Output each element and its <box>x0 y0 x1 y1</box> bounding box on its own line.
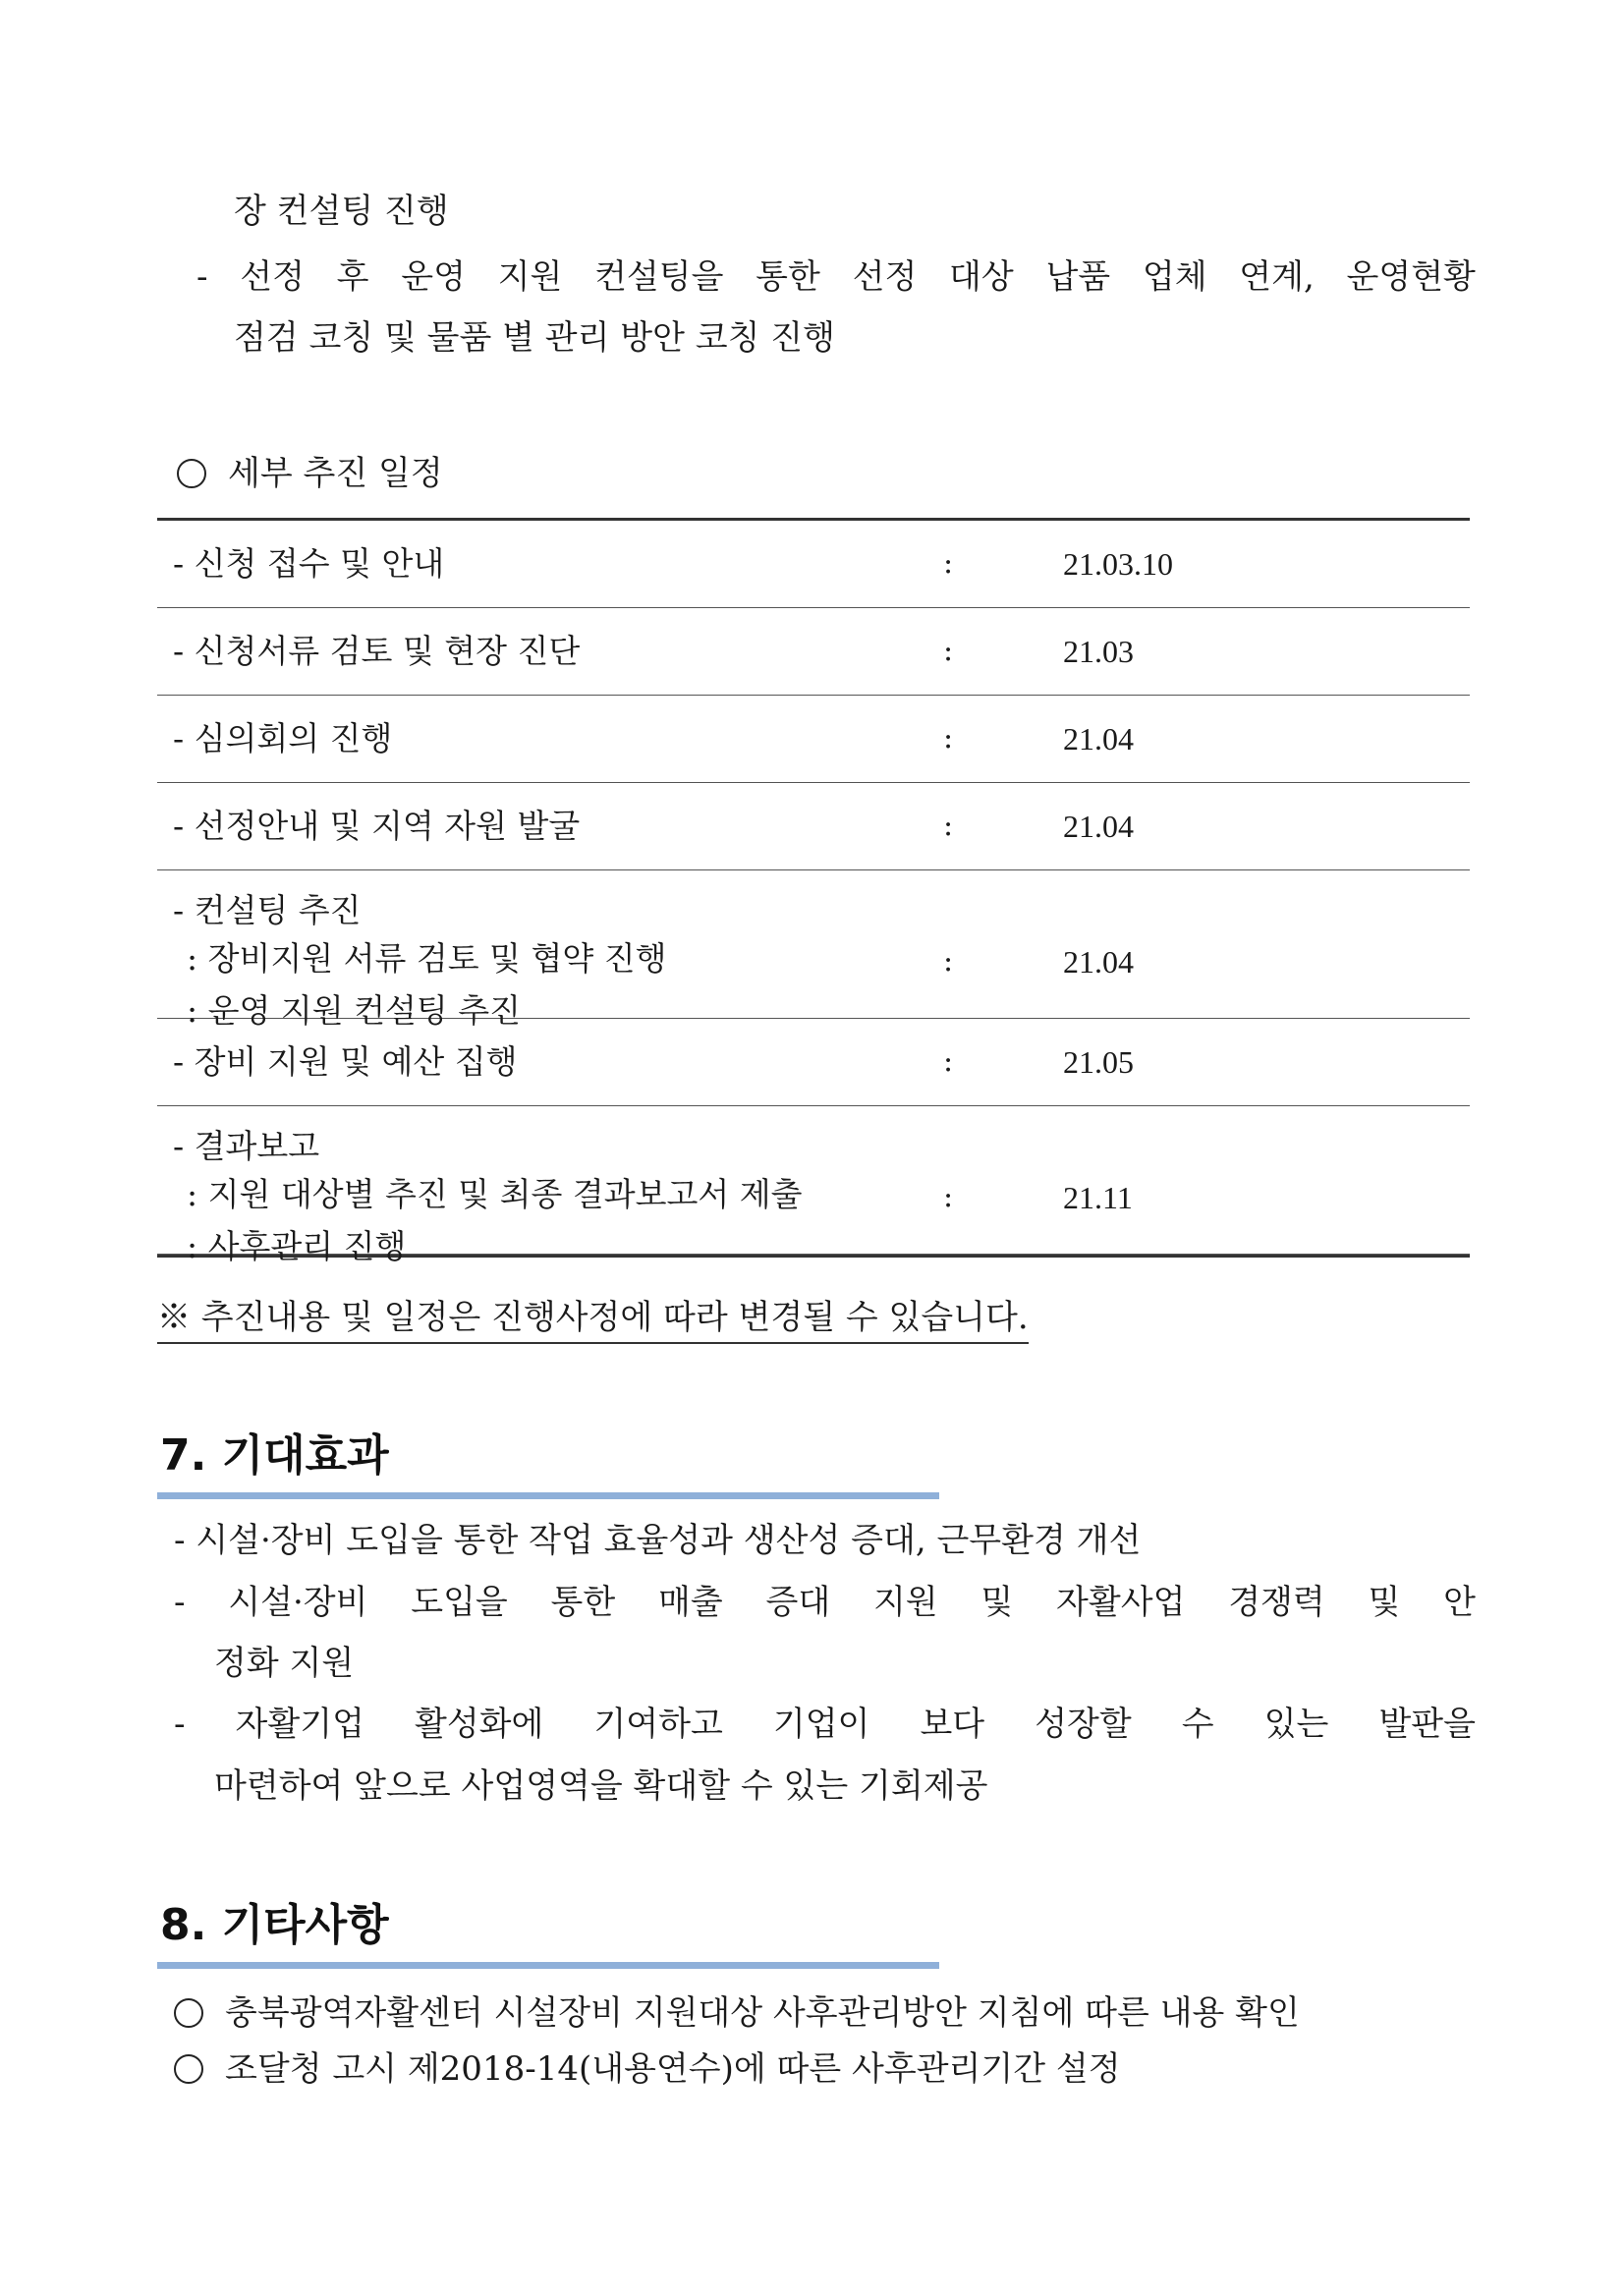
row-colon: : <box>943 546 954 581</box>
table-row <box>157 1019 1470 1106</box>
section-8-item-text: 충북광역자활센터 시설장비 지원대상 사후관리방안 지침에 따른 내용 확인 <box>225 1993 1300 2033</box>
row-date: 21.03 <box>1063 634 1134 669</box>
section-7-word: 자활기업 <box>235 1705 364 1744</box>
intro-word: - <box>196 257 208 297</box>
section-7-word: - <box>174 1583 186 1622</box>
row-label: - 신청서류 검토 및 현장 진단 <box>173 632 581 670</box>
row-date: 21.04 <box>1063 944 1134 980</box>
row-sublabel: : 장비지원 서류 검토 및 협약 진행 <box>187 939 667 978</box>
row-label: - 컨설팅 추진 <box>173 891 362 929</box>
row-colon: : <box>943 1180 954 1214</box>
intro-word: 선정 <box>852 257 918 297</box>
schedule-title-text: 세부 추진 일정 <box>228 454 443 493</box>
intro-word: 대상 <box>949 257 1014 297</box>
row-colon: : <box>943 634 954 668</box>
row-sublabel: : 운영 지원 컨설팅 추진 <box>187 991 521 1030</box>
section-7-bullet-2-line-1 <box>174 1581 1476 1624</box>
circle-bullet-icon <box>174 1998 203 2028</box>
section-7-word: 경쟁력 <box>1228 1583 1325 1622</box>
intro-word: 통한 <box>756 257 820 297</box>
section-8-item-text: 조달청 고시 제2018-14(내용연수)에 따른 사후관리기간 설정 <box>225 2049 1121 2089</box>
section-7-word: 및 <box>980 1583 1014 1622</box>
intro-word: 후 <box>336 257 369 297</box>
row-label: - 선정안내 및 지역 자원 발굴 <box>173 807 581 845</box>
row-label: - 장비 지원 및 예산 집행 <box>173 1042 518 1081</box>
section-7-word: 통한 <box>550 1583 616 1622</box>
row-label: - 심의회의 진행 <box>173 719 393 757</box>
section-8-item <box>174 1991 1300 2035</box>
section-7-bullet-3-line-1 <box>174 1703 1476 1746</box>
section-7-bullet-3-line-2: 마련하여 앞으로 사업영역을 확대할 수 있는 기회제공 <box>214 1766 988 1806</box>
section-7-word: 매출 <box>658 1583 723 1622</box>
row-label: - 결과보고 <box>173 1127 320 1165</box>
section-7-word: 보다 <box>920 1705 985 1744</box>
row-sublabel: : 사후관리 진행 <box>187 1227 407 1265</box>
table-row <box>157 608 1470 696</box>
section-7-heading: 7. 기대효과 <box>160 1430 389 1481</box>
intro-word: 운영현황 <box>1346 257 1476 297</box>
intro-word: 선정 <box>240 257 305 297</box>
table-row <box>157 696 1470 783</box>
section-7-word: 발판을 <box>1378 1705 1476 1744</box>
intro-word: 납품 <box>1045 257 1111 297</box>
intro-word: 업체 <box>1142 257 1207 297</box>
row-colon: : <box>943 809 954 843</box>
section-7-bullet-1: - 시설·장비 도입을 통한 작업 효율성과 생산성 증대, 근무환경 개선 <box>174 1521 1142 1560</box>
section-7-word: 있는 <box>1263 1705 1329 1744</box>
section-7-word: 지원 <box>872 1583 938 1622</box>
circle-bullet-icon <box>174 2054 203 2084</box>
intro-word: 지원 <box>497 257 563 297</box>
intro-word: 컨설팅을 <box>594 257 724 297</box>
section-7-word: 기업이 <box>772 1705 870 1744</box>
row-colon: : <box>943 1044 954 1079</box>
section-7-word: 도입을 <box>411 1583 508 1622</box>
schedule-table <box>157 518 1470 1265</box>
table-row <box>157 870 1470 1030</box>
row-label: - 신청 접수 및 안내 <box>173 544 445 583</box>
section-7-word: 기여하고 <box>593 1705 723 1744</box>
circle-bullet-icon <box>177 459 206 488</box>
section-7-word: 수 <box>1181 1705 1214 1744</box>
row-sublabel: : 지원 대상별 추진 및 최종 결과보고서 제출 <box>187 1175 803 1213</box>
row-date: 21.05 <box>1063 1044 1134 1080</box>
section-7-word: - <box>174 1705 186 1744</box>
section-7-word: 증대 <box>765 1583 831 1622</box>
table-row <box>157 521 1470 608</box>
row-colon: : <box>943 721 954 756</box>
schedule-title <box>177 452 443 495</box>
row-date: 21.04 <box>1063 721 1134 756</box>
section-7-word: 자활사업 <box>1056 1583 1186 1622</box>
intro-word: 운영 <box>401 257 466 297</box>
intro-line-1: 장 컨설팅 진행 <box>234 192 449 231</box>
section-7-word: 성장할 <box>1035 1705 1132 1744</box>
table-row <box>157 1106 1470 1265</box>
row-date: 21.03.10 <box>1063 546 1173 582</box>
row-date: 21.04 <box>1063 809 1134 844</box>
intro-bullet-2-line-2: 점검 코칭 및 물품 별 관리 방안 코칭 진행 <box>234 318 835 358</box>
intro-bullet-2-line-1 <box>196 255 1476 299</box>
section-7-heading-rule <box>157 1492 939 1499</box>
section-7-word: 및 <box>1368 1583 1401 1622</box>
section-8-heading: 8. 기타사항 <box>160 1900 389 1950</box>
table-row <box>157 783 1470 870</box>
schedule-note: ※ 추진내용 및 일정은 진행사정에 따라 변경될 수 있습니다. <box>157 1295 1029 1344</box>
section-7-word: 시설·장비 <box>228 1583 368 1622</box>
row-colon: : <box>943 944 954 979</box>
section-7-word: 활성화에 <box>414 1705 544 1744</box>
section-7-word: 안 <box>1443 1583 1476 1622</box>
section-8-item <box>174 2047 1121 2091</box>
section-8-heading-rule <box>157 1962 939 1969</box>
row-date: 21.11 <box>1063 1180 1133 1215</box>
intro-word: 연계, <box>1239 257 1315 297</box>
section-7-bullet-2-line-2: 정화 지원 <box>214 1644 355 1683</box>
